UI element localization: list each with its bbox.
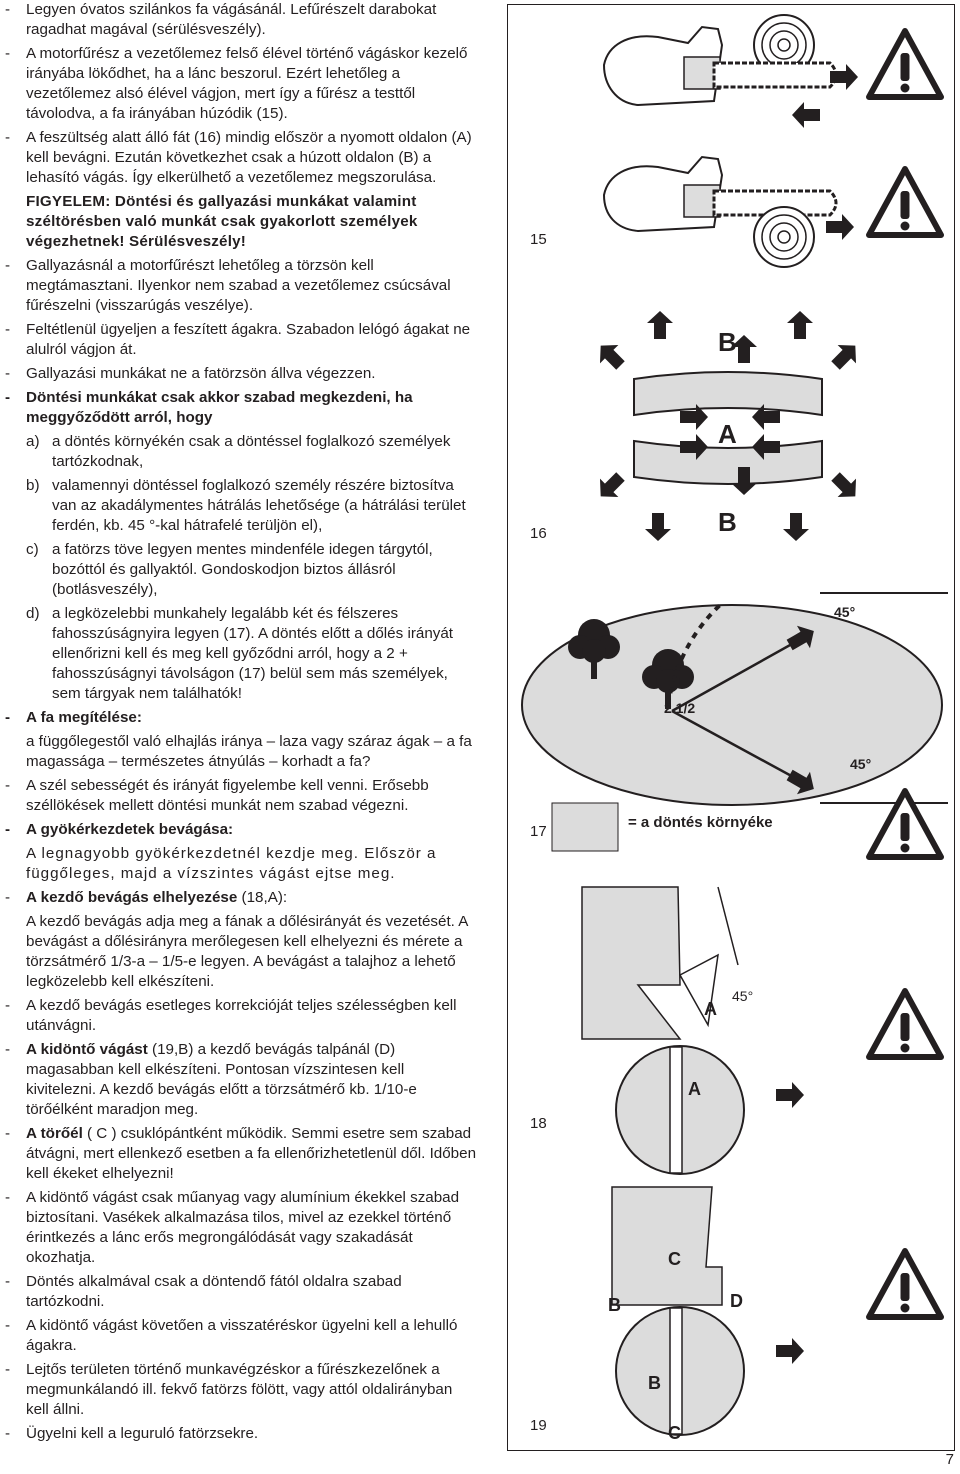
paragraph-text: A kidöntő vágást követően a visszatéréskor ügyelni kell a lehulló ágakra. <box>26 1317 458 1354</box>
angle-label: 45° <box>834 604 856 620</box>
paragraph <box>4 1424 478 1444</box>
warning-icon <box>869 991 941 1057</box>
paragraph-text: Lejtős területen történő munkavégzéskor a fűrészkezelőnek a megmunkálandó ill. fekvő fatörzs fölött, vagy attól oldalirányban kell állni. <box>26 1361 453 1418</box>
direction-arrow-icon <box>776 1082 804 1108</box>
figure-drawings <box>508 5 956 1452</box>
label-A: A <box>704 999 717 1019</box>
text-column <box>4 0 478 1448</box>
paragraph <box>4 320 478 360</box>
angle-label: 45° <box>850 756 872 772</box>
paragraph <box>4 1360 478 1420</box>
paragraph <box>4 844 478 884</box>
paragraph-text: A motorfűrész a vezetőlemez felső élével történő vágáskor kezelő irányába lökődhet, ha a lánc beszorul. Ezért lehetőleg a vezetőlemez alsó élével vágjon, mert így a fűrész a testtől távolodva, a fa irányában húzódik (15). <box>26 45 468 122</box>
label-A: A <box>688 1079 701 1099</box>
direction-arrow-icon <box>776 1338 804 1364</box>
distance-label: 2 1/2 <box>664 700 696 716</box>
paragraph <box>4 1124 478 1184</box>
direction-arrow-icon <box>783 513 809 541</box>
paragraph <box>4 1188 478 1268</box>
paragraph-text: A feszültség alatt álló fát (16) mindig először a nyomott oldalon (A) kell bevágni. Ezután következhet csak a húzott oldalon (B) a lehasító vágás. Így elkerülhető a vezetőlemez megszorulása. <box>26 129 472 186</box>
paragraph-text: (18,A): <box>237 889 288 906</box>
paragraph-text: A gyökérkezdetek bevágása: <box>26 821 234 838</box>
paragraph-bold: A kidöntő vágást <box>26 1041 148 1058</box>
paragraph <box>4 0 478 40</box>
paragraph-text: Döntés alkalmával csak a döntendő fától oldalra szabad tartózkodni. <box>26 1273 402 1310</box>
list-label: c) <box>26 541 39 558</box>
warning-icon <box>869 31 941 97</box>
direction-arrow-icon <box>591 467 629 505</box>
list-item <box>4 604 478 704</box>
direction-arrow-icon <box>647 311 673 339</box>
paragraph <box>4 128 478 188</box>
paragraph <box>4 996 478 1036</box>
figure-19 <box>612 1187 941 1435</box>
paragraph-text: A legnagyobb gyökérkezdetnél kezdje meg. Először a függőleges, majd a vízszintes vágást ejtse meg. <box>26 845 437 882</box>
direction-arrow-icon <box>645 513 671 541</box>
label-C: C <box>668 1423 681 1443</box>
list-label: b) <box>26 477 40 494</box>
paragraph-text: (19,B) a kezdő bevágás talpánál (D) magasabban kell elkészíteni. Pontosan vízszintesen kell kivitelezni. A kezdő bevágás előtt a törzsátmérő kb. 1/10-e törőélként maradjon meg. <box>26 1041 417 1118</box>
paragraph <box>4 364 478 384</box>
label-D: D <box>730 1291 743 1311</box>
warning-icon <box>869 791 941 857</box>
paragraph <box>4 256 478 316</box>
paragraph <box>4 732 478 772</box>
paragraph-text: a függőlegestől való elhajlás iránya – laza vagy száraz ágak – a fa magassága – természetes átnyúlás – korhadt a fa? <box>26 733 472 770</box>
legend-text: = a döntés környéke <box>628 814 773 831</box>
list-text: a legközelebbi munkahely legalább két és félszeres fahosszúságnyira legyen (17). A döntés előtt a dőlés irányát ellenőrizni kell és meg kell győződni arról, hogy a 2 + fahosszúságnyi távolságon (17) belül sem más személyek, sem tárgyak nem találhatók! <box>52 605 454 702</box>
direction-arrow-icon <box>792 102 820 128</box>
label-B: B <box>608 1295 621 1315</box>
direction-arrow-icon <box>826 467 864 505</box>
paragraph <box>4 912 478 992</box>
paragraph-text: Ügyelni kell a leguruló fatörzsekre. <box>26 1425 259 1442</box>
figure-number: 18 <box>530 1115 547 1132</box>
direction-arrow-icon <box>787 311 813 339</box>
paragraph-text: Gallyazásnál a motorfűrészt lehetőleg a törzsön kell megtámasztani. Ilyenkor nem szabad a vezetőlemez csúcsával fűrészelni (visszarúgás veszélye). <box>26 257 451 314</box>
label-B: B <box>718 507 737 537</box>
direction-arrow-icon <box>591 336 629 374</box>
list-label: a) <box>26 433 40 450</box>
paragraph <box>4 1316 478 1356</box>
paragraph-text: Legyen óvatos szilánkos fa vágásánál. Lefűrészelt darabokat ragadhat magával (sérülésveszély). <box>26 1 437 38</box>
list-text: valamennyi döntéssel foglalkozó személy részére biztosítva van az akadálymentes hátrálás lehetősége (a hátrálási terület ferdén, kb. 45 °-kal hátrafelé terüljön el), <box>52 477 466 534</box>
figure-18 <box>582 887 941 1174</box>
direction-arrow-icon <box>826 336 864 374</box>
paragraph-heading <box>4 708 478 728</box>
list-item <box>4 432 478 472</box>
paragraph-text: A fa megítélése: <box>26 709 142 726</box>
warning-icon <box>869 1251 941 1317</box>
paragraph-text: ( C ) csuklópántként működik. Semmi esetre sem szabad átvágni, mert ellenkező esetben a fa ellenőrizhetetlenül dől. Időben kell ékeket elhelyezni! <box>26 1125 477 1182</box>
list-item <box>4 540 478 600</box>
paragraph-heading <box>4 820 478 840</box>
direction-arrow-icon <box>826 214 854 240</box>
figure-number: 19 <box>530 1417 547 1434</box>
paragraph-text: A kezdő bevágás esetleges korrekcióját teljes szélességben kell utánvágni. <box>26 997 457 1034</box>
paragraph <box>4 1040 478 1120</box>
label-B: B <box>648 1373 661 1393</box>
paragraph-text: A kezdő bevágás adja meg a fának a dőlésirányát és vezetését. A bevágást a dőlésirányra merőlegesen kell elhelyezni és mérete a törzsátmérő 1/3-a – 1/5-e legyen. A bevágást a talajhoz a lehető legközelebb kell elkészíteni. <box>26 913 468 990</box>
list-label: d) <box>26 605 40 622</box>
paragraph <box>4 888 478 908</box>
paragraph-text: Gallyazási munkákat ne a fatörzsön állva végezzen. <box>26 365 376 382</box>
warning-paragraph <box>4 192 478 252</box>
paragraph-text: A kidöntő vágást csak műanyag vagy alumínium ékekkel szabad biztosítani. Vasékek alkalmazása tilos, mivel az ezekkel történő érintkezés a lánc erős megrongálódását vagy szakadását okozhatja. <box>26 1189 460 1266</box>
angle-label: 45° <box>732 988 754 1004</box>
list-text: a fatörzs töve legyen mentes mindenféle idegen tárgytól, bozóttól és gallyaktól. Gondoskodjon biztos állásról (botlásveszély), <box>52 541 433 598</box>
label-C: C <box>668 1249 681 1269</box>
warning-icon <box>869 169 941 235</box>
figure-15 <box>604 15 941 267</box>
figure-panel <box>507 4 955 1451</box>
paragraph <box>4 776 478 816</box>
page-number: 7 <box>945 1451 954 1468</box>
label-B: B <box>718 327 737 357</box>
paragraph <box>4 1272 478 1312</box>
figure-number: 17 <box>530 823 547 840</box>
paragraph-bold: A kezdő bevágás elhelyezése <box>26 889 238 906</box>
figure-number: 16 <box>530 525 547 542</box>
figure-number: 15 <box>530 231 547 248</box>
paragraph-text: Döntési munkákat csak akkor szabad megkezdeni, ha meggyőződött arról, hogy <box>26 389 413 426</box>
paragraph-text: Feltétlenül ügyeljen a feszített ágakra. Szabadon lelógó ágakat ne alulról vágjon át. <box>26 321 471 358</box>
paragraph-heading <box>4 388 478 428</box>
label-A: A <box>718 419 737 449</box>
paragraph <box>4 44 478 124</box>
warning-text: FIGYELEM: Döntési és gallyazási munkákat valamint széltörésben való munkát csak gyakorlott személyek végezhetnek! Sérülésveszély! <box>26 193 418 250</box>
list-item <box>4 476 478 536</box>
paragraph-text: A szél sebességét és irányát figyelembe kell venni. Erősebb széllökések mellett döntési munkát nem szabad végezni. <box>26 777 429 814</box>
list-text: a döntés környékén csak a döntéssel foglalkozó személyek tartózkodnak, <box>52 433 451 470</box>
paragraph-bold: A törőél <box>26 1125 83 1142</box>
